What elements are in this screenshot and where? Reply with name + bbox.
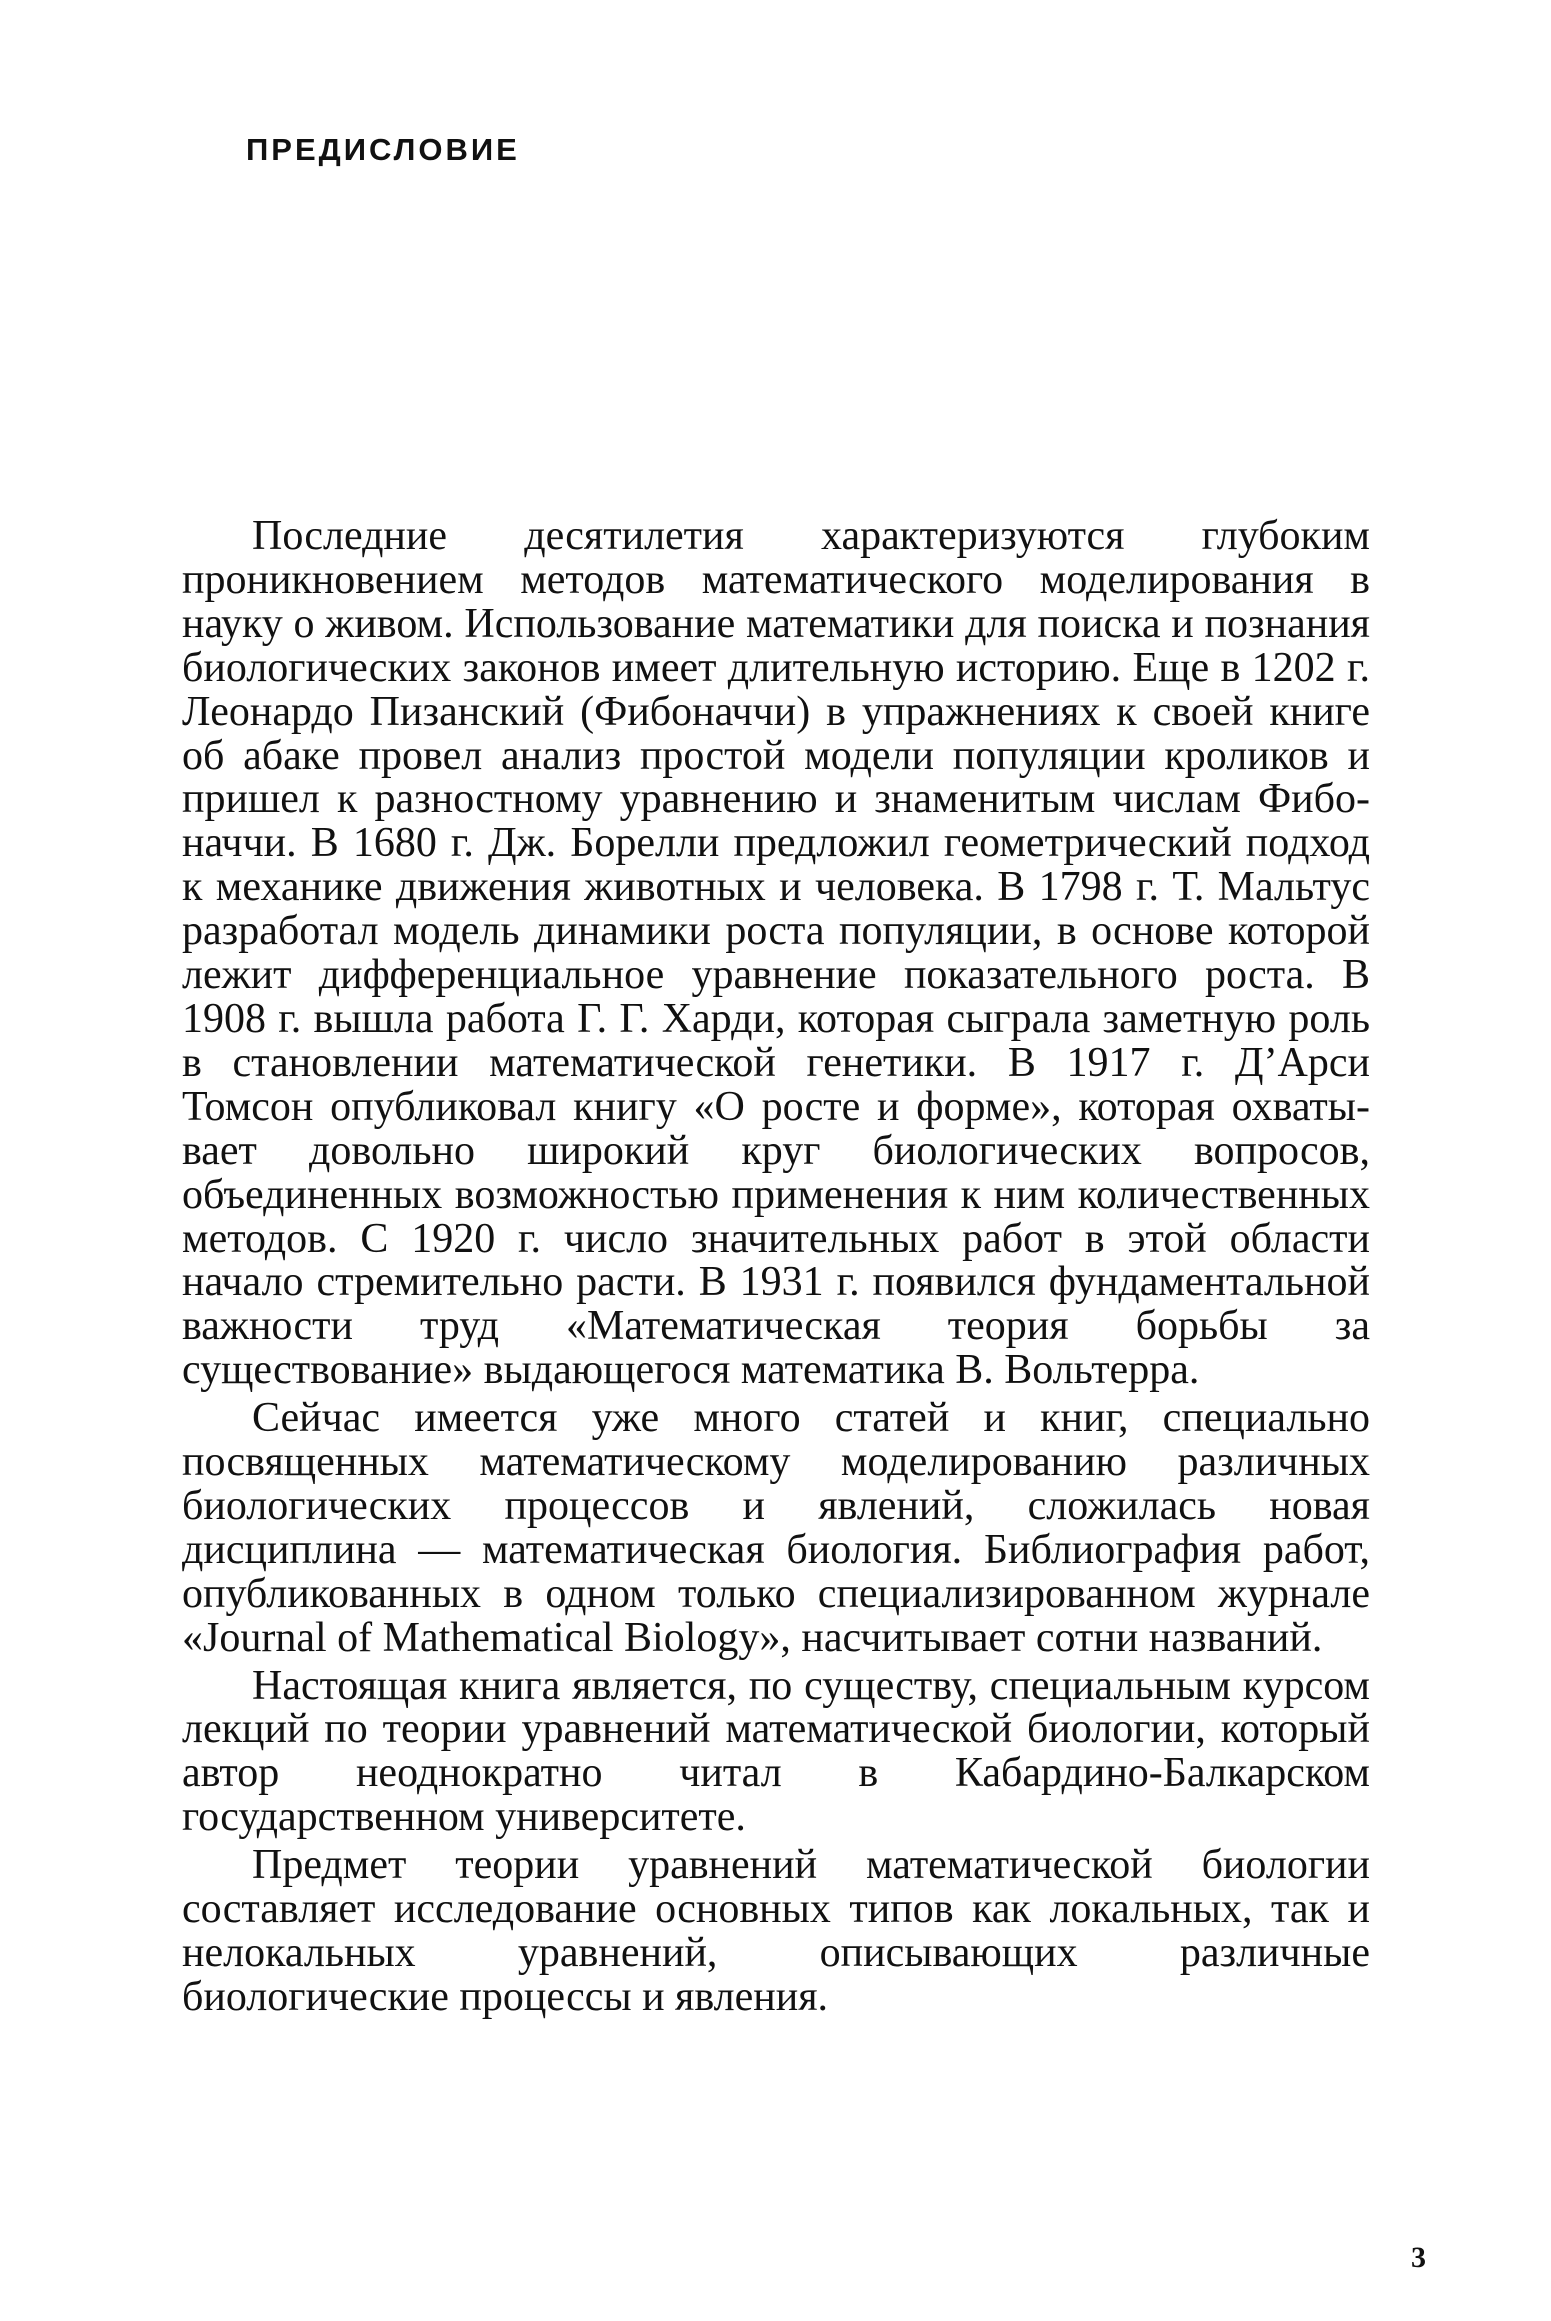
page-number: 3 [1411,2241,1426,2274]
paragraph: Сейчас имеется уже много статей и книг, специально посвященных математическому моделированию различных биологических процессов и явлений, сложилась новая дисциплина — математическая биология. Библиография работ, опубликованных в одном только специализированном журнале «Journal of Mathematical Biology», насчитывает сотни названий. [182,1395,1370,1661]
page-heading: ПРЕДИСЛОВИЕ [246,132,520,167]
paragraph: Предмет теории уравнений математической биологии составляет исследование основных типов как локальных, так и нелокальных уравнений, описывающих различные биологические процессы и явления. [182,1842,1370,2020]
paragraph: Настоящая книга является, по существу, специальным курсом лекций по теории уравнений математической биологии, который автор неоднократно читал в Кабардино-Балкарском государственном университете. [182,1662,1370,1841]
paragraph: Последние десятилетия характеризуются глубоким проникновением методов математического моделирования в науку о живом. Использование математики для поиска и познания биологических законов имеет длительную историю. Еще в 1202 г. Леонардо Пизанский (Фибоначчи) в упражнениях к своей книге об абаке провел анализ простой модели популяции кроликов и пришел к разностному уравнению и знаменитым числам Фибоначчи. В 1680 г. Дж. Борелли предложил геометрический подход к механике движения животных и человека. В 1798 г. Т. Мальтус разработал модель динамики роста популяции, в основе которой лежит дифференциальное уравнение показательного роста. В 1908 г. вышла работа Г. Г. Харди, которая сыграла заметную роль в становлении математической генетики. В 1917 г. Д’Арси Томсон опубликовал книгу «О росте и форме», которая охватывает довольно широкий круг биологических вопросов, объединенных возможностью применения к ним количественных методов. С 1920 г. число значительных работ в этой области начало стремительно расти. В 1931 г. появился фундаментальной важности труд «Математическая теория борьбы за существование» выдающегося математика В. Вольтерра. [182,513,1370,1394]
body-text [182,515,1370,2024]
